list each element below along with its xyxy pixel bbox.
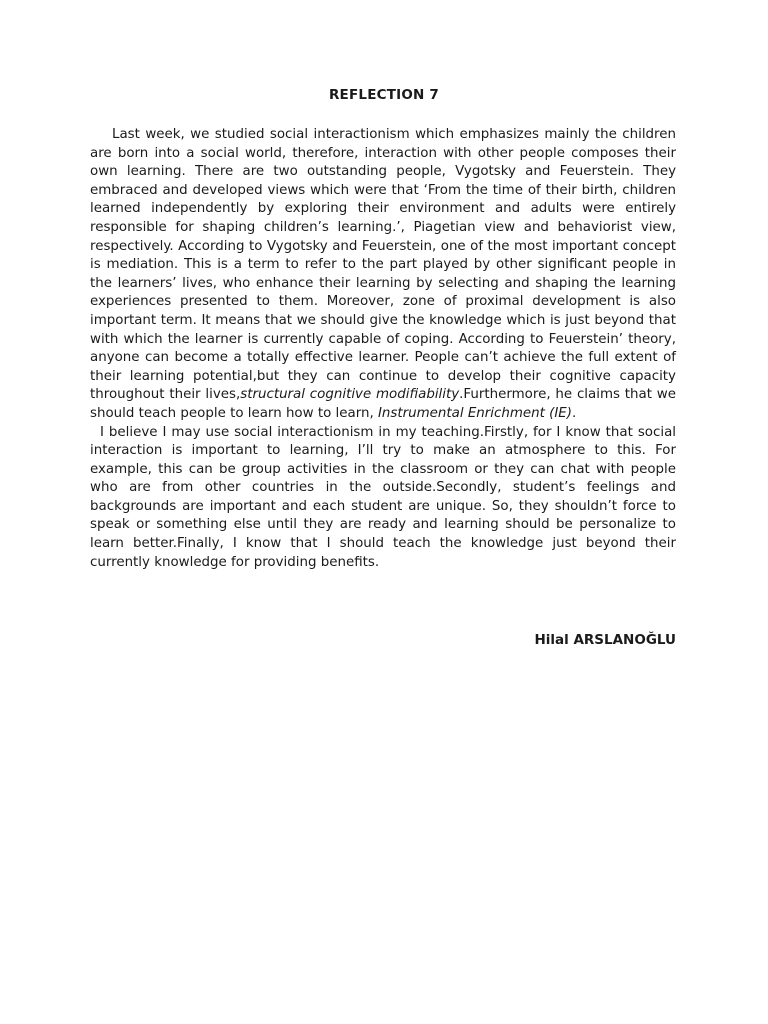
paragraph-1-italic-term-1: structural cognitive modifiability <box>240 387 460 403</box>
paragraph-1-text-c: . <box>571 405 577 421</box>
paragraph-1 <box>90 126 676 424</box>
document-body <box>90 126 676 572</box>
paragraph-1-text-a: Last week, we studied social interactionism which emphasizes mainly the children are born into a social world, therefore, interaction with other people composes their own learning. There are two outstanding people, Vygotsky and Feuerstein. They embraced and developed views which were that ‘From the time of their birth, children learned independently by exploring their environment and adults were entirely responsible for shaping children’s learning.’, Piagetian view and behaviorist view, respectively. According to Vygotsky and Feuerstein, one of the most important concept is mediation. This is a term to refer to the part played by other significant people in the learners’ lives, who enhance their learning by selecting and shaping the learning experiences presented to them. Moreover, zone of proximal development is also important term. It means that we should give the knowledge which is just beyond that with which the learner is currently capable of coping. According to Feuerstein’ theory, anyone can become a totally effective learner. People can’t achieve the full extent of their learning potential,but they can continue to develop their cognitive capacity throughout their lives, <box>90 127 676 403</box>
paragraph-1-italic-term-2: Instrumental Enrichment (IE) <box>377 405 572 421</box>
author-signature: Hilal ARSLANOĞLU <box>534 632 676 648</box>
paragraph-2: I believe I may use social interactionism in my teaching.Firstly, for I know that social interaction is important to learning, I’ll try to make an atmosphere to this. For example, this can be group activities in the classroom or they can chat with people who are from other countries in the outside.Secondly, student’s feelings and backgrounds are important and each student are unique. So, they shouldn’t force to speak or something else until they are ready and learning should be personalize to learn better.Finally, I know that I should teach the knowledge just beyond their currently knowledge for providing benefits. <box>90 424 676 570</box>
document-title: REFLECTION 7 <box>328 87 440 103</box>
paragraph-1-text-b: .Furthermore, he claims that we should teach people to learn how to learn, <box>90 387 676 421</box>
